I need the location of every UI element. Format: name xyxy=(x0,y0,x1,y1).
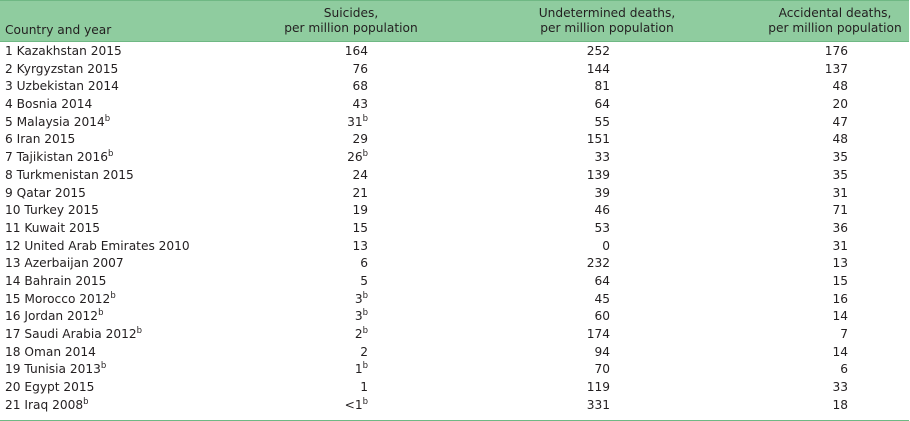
table-row xyxy=(0,60,910,78)
cell-suicides: 3$^b$ xyxy=(354,308,368,324)
cell-suicides: 5 xyxy=(360,273,368,288)
cell-suicides: 24 xyxy=(352,167,368,182)
table-row xyxy=(0,290,910,308)
table-row xyxy=(0,42,910,60)
cell-undetermined: 94 xyxy=(594,344,610,359)
cell-accidental: 48 xyxy=(832,79,848,94)
cell-undetermined: 144 xyxy=(586,61,610,76)
cell-country: 9 Qatar 2015 xyxy=(5,185,86,200)
cell-country: 10 Turkey 2015 xyxy=(5,203,99,218)
header-suicides xyxy=(276,6,426,36)
cell-undetermined: 70 xyxy=(594,362,610,377)
cell-undetermined: 151 xyxy=(586,132,610,147)
header-accidental-line1: Accidental deaths, xyxy=(778,6,892,20)
footnote-marker: b xyxy=(362,326,368,336)
cell-country: 21 Iraq 2008$^b$ xyxy=(5,396,89,412)
header-undetermined-line1: Undetermined deaths, xyxy=(538,6,676,20)
cell-suicides: 2 xyxy=(360,344,368,359)
cell-country: 6 Iran 2015 xyxy=(5,132,76,147)
cell-accidental: 16 xyxy=(832,291,848,306)
footnote-marker: b xyxy=(110,290,116,301)
footnote-marker: b xyxy=(136,326,143,336)
table-row xyxy=(0,95,910,113)
table-row xyxy=(0,166,910,184)
cell-undetermined: 119 xyxy=(586,380,610,395)
header-suicides-line2: per million population xyxy=(284,21,418,35)
cell-country: 11 Kuwait 2015 xyxy=(5,220,100,235)
cell-accidental: 14 xyxy=(832,344,848,359)
footnote-marker: b xyxy=(362,308,368,319)
cell-country: 3 Uzbekistan 2014 xyxy=(5,79,119,94)
cell-accidental: 31 xyxy=(832,185,848,200)
table-row xyxy=(0,396,910,414)
cell-accidental: 7 xyxy=(840,327,848,341)
cell-suicides: 13 xyxy=(352,238,368,253)
table-row xyxy=(0,130,910,148)
footnote-marker: b xyxy=(100,361,107,372)
table-row xyxy=(0,77,910,95)
cell-suicides: 164 xyxy=(344,44,368,58)
cell-country: 1 Kazakhstan 2015 xyxy=(5,44,122,58)
cell-undetermined: 64 xyxy=(594,97,610,112)
footnote-marker: b xyxy=(362,396,368,407)
table-row xyxy=(0,219,910,237)
table-row xyxy=(0,272,910,290)
header-undetermined xyxy=(522,6,692,36)
cell-suicides: 31$^b$ xyxy=(347,113,368,129)
cell-country: 7 Tajikistan 2016$^b$ xyxy=(5,149,114,165)
cell-suicides: 15 xyxy=(352,220,368,235)
table-header xyxy=(0,0,909,42)
cell-suicides: 29 xyxy=(352,132,368,147)
cell-accidental: 20 xyxy=(832,97,848,112)
cell-country: 17 Saudi Arabia 2012$^b$ xyxy=(5,326,143,341)
footnote-marker: b xyxy=(104,113,111,124)
cell-accidental: 35 xyxy=(832,150,848,165)
cell-accidental: 47 xyxy=(832,114,848,129)
cell-country: 12 United Arab Emirates 2010 xyxy=(5,238,190,253)
table-row xyxy=(0,343,910,361)
cell-undetermined: 232 xyxy=(586,256,610,271)
cell-accidental: 14 xyxy=(832,309,848,324)
cell-suicides: 21 xyxy=(352,185,368,200)
table-row xyxy=(0,307,910,325)
cell-undetermined: 331 xyxy=(586,397,610,412)
cell-country: 20 Egypt 2015 xyxy=(5,380,95,395)
cell-undetermined: 0 xyxy=(602,238,610,253)
footnote-marker: b xyxy=(362,290,368,301)
cell-undetermined: 64 xyxy=(594,273,610,288)
cell-undetermined: 60 xyxy=(594,309,610,324)
cell-accidental: 35 xyxy=(832,167,848,182)
header-country: Country and year xyxy=(5,23,112,37)
cell-country: 5 Malaysia 2014$^b$ xyxy=(5,113,111,129)
cell-country: 2 Kyrgyzstan 2015 xyxy=(5,61,119,76)
cell-undetermined: 45 xyxy=(594,291,610,306)
table-row xyxy=(0,360,910,378)
cell-accidental: 137 xyxy=(824,61,848,76)
cell-suicides: 43 xyxy=(352,97,368,112)
cell-country: 19 Tunisia 2013$^b$ xyxy=(5,361,107,377)
cell-suicides: 19 xyxy=(352,203,368,218)
cell-country: 4 Bosnia 2014 xyxy=(5,97,93,112)
table-row xyxy=(0,378,910,396)
header-accidental-line2: per million population xyxy=(768,21,902,35)
cell-accidental: 6 xyxy=(840,362,848,377)
cell-suicides: 6 xyxy=(360,256,368,271)
header-undetermined-line2: per million population xyxy=(540,21,674,35)
footnote-marker: b xyxy=(362,113,368,124)
cell-undetermined: 55 xyxy=(594,114,610,129)
cell-undetermined: 252 xyxy=(586,44,610,58)
header-suicides-line1: Suicides, xyxy=(323,6,379,20)
cell-suicides: 1$^b$ xyxy=(354,361,368,377)
cell-country: 16 Jordan 2012$^b$ xyxy=(5,308,104,324)
footnote-marker: b xyxy=(107,149,114,160)
table-row xyxy=(0,113,910,131)
cell-accidental: 18 xyxy=(832,397,848,412)
cell-accidental: 71 xyxy=(832,203,848,218)
footnote-marker: b xyxy=(362,149,368,160)
header-accidental xyxy=(760,6,910,36)
cell-suicides: 26$^b$ xyxy=(347,149,368,165)
cell-suicides: 3$^b$ xyxy=(354,290,368,306)
cell-accidental: 15 xyxy=(832,273,848,288)
cell-undetermined: 53 xyxy=(594,220,610,235)
cell-accidental: 31 xyxy=(832,238,848,253)
cell-accidental: 13 xyxy=(832,256,848,271)
cell-accidental: 36 xyxy=(832,220,848,235)
table-row xyxy=(0,148,910,166)
cell-country: 18 Oman 2014 xyxy=(5,344,96,359)
cell-undetermined: 46 xyxy=(594,203,610,218)
cell-suicides: $<1^b$ xyxy=(344,396,368,412)
cell-accidental: 176 xyxy=(824,44,848,58)
table-row xyxy=(0,325,910,343)
table-row xyxy=(0,237,910,255)
cell-accidental: 33 xyxy=(832,380,848,395)
footnote-marker: b xyxy=(83,396,89,407)
cell-undetermined: 39 xyxy=(594,185,610,200)
footnote-marker: b xyxy=(362,361,368,372)
table-body xyxy=(0,42,910,413)
cell-country: 15 Morocco 2012$^b$ xyxy=(5,290,116,306)
cell-country: 8 Turkmenistan 2015 xyxy=(5,167,134,182)
table-row xyxy=(0,201,910,219)
cell-undetermined: 81 xyxy=(594,79,610,94)
cell-country: 14 Bahrain 2015 xyxy=(5,273,107,288)
cell-suicides: 68 xyxy=(352,79,368,94)
footnote-marker: b xyxy=(98,308,104,319)
cell-undetermined: 174 xyxy=(586,327,610,341)
cell-accidental: 48 xyxy=(832,132,848,147)
table-row xyxy=(0,184,910,202)
cell-suicides: 2$^b$ xyxy=(354,326,368,341)
cell-country: 13 Azerbaijan 2007 xyxy=(5,256,124,271)
cell-suicides: 76 xyxy=(352,61,368,76)
cell-suicides: 1 xyxy=(360,380,368,395)
cell-undetermined: 33 xyxy=(594,150,610,165)
table-row xyxy=(0,254,910,272)
cell-undetermined: 139 xyxy=(586,167,610,182)
